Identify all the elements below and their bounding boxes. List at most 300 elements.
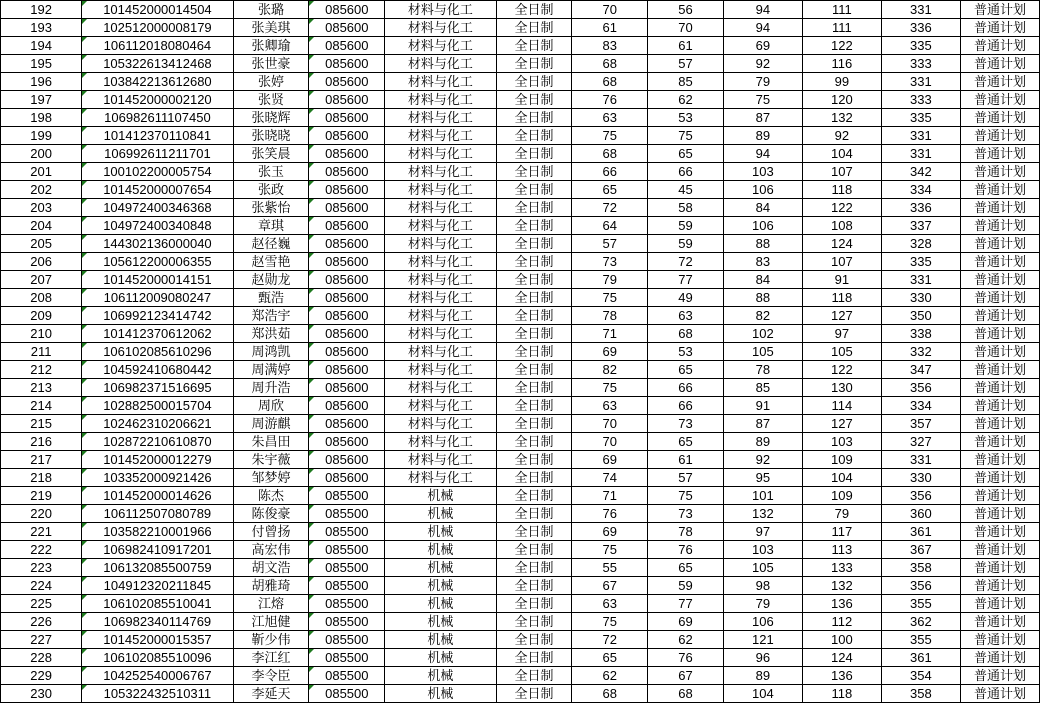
row-number-cell[interactable]: 202 — [1, 181, 82, 199]
score3-cell[interactable]: 104 — [723, 685, 802, 703]
row-number-cell[interactable]: 219 — [1, 487, 82, 505]
name-cell[interactable]: 张政 — [233, 181, 309, 199]
score4-cell[interactable]: 97 — [802, 325, 881, 343]
score2-cell[interactable]: 62 — [648, 91, 724, 109]
score4-cell[interactable]: 103 — [802, 433, 881, 451]
total-score-cell[interactable]: 342 — [881, 163, 960, 181]
major-code-cell[interactable]: 085500 — [309, 505, 385, 523]
score3-cell[interactable]: 97 — [723, 523, 802, 541]
score3-cell[interactable]: 82 — [723, 307, 802, 325]
major-name-cell[interactable]: 材料与化工 — [385, 145, 496, 163]
study-mode-cell[interactable]: 全日制 — [496, 181, 572, 199]
score2-cell[interactable]: 73 — [648, 415, 724, 433]
score1-cell[interactable]: 73 — [572, 253, 648, 271]
score4-cell[interactable]: 113 — [802, 541, 881, 559]
score4-cell[interactable]: 132 — [802, 577, 881, 595]
plan-type-cell[interactable]: 普通计划 — [960, 289, 1039, 307]
score4-cell[interactable]: 114 — [802, 397, 881, 415]
major-code-cell[interactable]: 085600 — [309, 397, 385, 415]
major-code-cell[interactable]: 085600 — [309, 37, 385, 55]
plan-type-cell[interactable]: 普通计划 — [960, 343, 1039, 361]
study-mode-cell[interactable]: 全日制 — [496, 523, 572, 541]
total-score-cell[interactable]: 361 — [881, 649, 960, 667]
score2-cell[interactable]: 77 — [648, 595, 724, 613]
score2-cell[interactable]: 45 — [648, 181, 724, 199]
study-mode-cell[interactable]: 全日制 — [496, 271, 572, 289]
score3-cell[interactable]: 69 — [723, 37, 802, 55]
score3-cell[interactable]: 96 — [723, 649, 802, 667]
row-number-cell[interactable]: 222 — [1, 541, 82, 559]
score3-cell[interactable]: 83 — [723, 253, 802, 271]
study-mode-cell[interactable]: 全日制 — [496, 685, 572, 703]
total-score-cell[interactable]: 331 — [881, 145, 960, 163]
candidate-id-cell[interactable]: 101452000014504 — [82, 1, 234, 19]
major-name-cell[interactable]: 材料与化工 — [385, 397, 496, 415]
score3-cell[interactable]: 132 — [723, 505, 802, 523]
score3-cell[interactable]: 78 — [723, 361, 802, 379]
score3-cell[interactable]: 75 — [723, 91, 802, 109]
row-number-cell[interactable]: 228 — [1, 649, 82, 667]
score3-cell[interactable]: 84 — [723, 199, 802, 217]
score1-cell[interactable]: 70 — [572, 433, 648, 451]
total-score-cell[interactable]: 330 — [881, 289, 960, 307]
score3-cell[interactable]: 92 — [723, 55, 802, 73]
total-score-cell[interactable]: 335 — [881, 253, 960, 271]
major-code-cell[interactable]: 085500 — [309, 577, 385, 595]
total-score-cell[interactable]: 362 — [881, 613, 960, 631]
score3-cell[interactable]: 94 — [723, 1, 802, 19]
candidate-id-cell[interactable]: 105322613412468 — [82, 55, 234, 73]
candidate-id-cell[interactable]: 106112507080789 — [82, 505, 234, 523]
row-number-cell[interactable]: 225 — [1, 595, 82, 613]
row-number-cell[interactable]: 211 — [1, 343, 82, 361]
score2-cell[interactable]: 75 — [648, 487, 724, 505]
major-code-cell[interactable]: 085600 — [309, 181, 385, 199]
name-cell[interactable]: 张婷 — [233, 73, 309, 91]
score1-cell[interactable]: 68 — [572, 73, 648, 91]
row-number-cell[interactable]: 192 — [1, 1, 82, 19]
major-code-cell[interactable]: 085600 — [309, 55, 385, 73]
score2-cell[interactable]: 76 — [648, 541, 724, 559]
candidate-id-cell[interactable]: 100102200005754 — [82, 163, 234, 181]
row-number-cell[interactable]: 227 — [1, 631, 82, 649]
candidate-id-cell[interactable]: 106982371516695 — [82, 379, 234, 397]
row-number-cell[interactable]: 205 — [1, 235, 82, 253]
major-code-cell[interactable]: 085600 — [309, 325, 385, 343]
major-name-cell[interactable]: 机械 — [385, 667, 496, 685]
study-mode-cell[interactable]: 全日制 — [496, 91, 572, 109]
study-mode-cell[interactable]: 全日制 — [496, 613, 572, 631]
row-number-cell[interactable]: 216 — [1, 433, 82, 451]
score3-cell[interactable]: 88 — [723, 289, 802, 307]
name-cell[interactable]: 张紫怡 — [233, 199, 309, 217]
total-score-cell[interactable]: 328 — [881, 235, 960, 253]
major-name-cell[interactable]: 材料与化工 — [385, 289, 496, 307]
score3-cell[interactable]: 79 — [723, 73, 802, 91]
major-code-cell[interactable]: 085600 — [309, 307, 385, 325]
total-score-cell[interactable]: 355 — [881, 631, 960, 649]
name-cell[interactable]: 李江红 — [233, 649, 309, 667]
major-name-cell[interactable]: 材料与化工 — [385, 415, 496, 433]
score4-cell[interactable]: 133 — [802, 559, 881, 577]
row-number-cell[interactable]: 195 — [1, 55, 82, 73]
major-code-cell[interactable]: 085600 — [309, 127, 385, 145]
name-cell[interactable]: 周游麒 — [233, 415, 309, 433]
candidate-id-cell[interactable]: 104912320211845 — [82, 577, 234, 595]
total-score-cell[interactable]: 356 — [881, 379, 960, 397]
study-mode-cell[interactable]: 全日制 — [496, 577, 572, 595]
major-code-cell[interactable]: 085500 — [309, 559, 385, 577]
name-cell[interactable]: 张美琪 — [233, 19, 309, 37]
major-code-cell[interactable]: 085500 — [309, 541, 385, 559]
major-code-cell[interactable]: 085600 — [309, 145, 385, 163]
name-cell[interactable]: 张璐 — [233, 1, 309, 19]
score4-cell[interactable]: 136 — [802, 595, 881, 613]
score2-cell[interactable]: 57 — [648, 55, 724, 73]
name-cell[interactable]: 江旭健 — [233, 613, 309, 631]
row-number-cell[interactable]: 213 — [1, 379, 82, 397]
major-code-cell[interactable]: 085600 — [309, 1, 385, 19]
row-number-cell[interactable]: 230 — [1, 685, 82, 703]
major-code-cell[interactable]: 085600 — [309, 91, 385, 109]
score4-cell[interactable]: 118 — [802, 289, 881, 307]
score1-cell[interactable]: 70 — [572, 415, 648, 433]
major-name-cell[interactable]: 材料与化工 — [385, 109, 496, 127]
total-score-cell[interactable]: 331 — [881, 127, 960, 145]
score4-cell[interactable]: 104 — [802, 469, 881, 487]
total-score-cell[interactable]: 356 — [881, 577, 960, 595]
row-number-cell[interactable]: 217 — [1, 451, 82, 469]
score3-cell[interactable]: 94 — [723, 145, 802, 163]
major-name-cell[interactable]: 材料与化工 — [385, 37, 496, 55]
name-cell[interactable]: 张笑晨 — [233, 145, 309, 163]
major-code-cell[interactable]: 085600 — [309, 163, 385, 181]
total-score-cell[interactable]: 347 — [881, 361, 960, 379]
candidate-id-cell[interactable]: 101452000014626 — [82, 487, 234, 505]
score1-cell[interactable]: 76 — [572, 91, 648, 109]
score1-cell[interactable]: 63 — [572, 595, 648, 613]
row-number-cell[interactable]: 196 — [1, 73, 82, 91]
score2-cell[interactable]: 78 — [648, 523, 724, 541]
name-cell[interactable]: 付曾扬 — [233, 523, 309, 541]
study-mode-cell[interactable]: 全日制 — [496, 343, 572, 361]
major-code-cell[interactable]: 085500 — [309, 649, 385, 667]
plan-type-cell[interactable]: 普通计划 — [960, 649, 1039, 667]
score2-cell[interactable]: 59 — [648, 217, 724, 235]
candidate-id-cell[interactable]: 106102085510096 — [82, 649, 234, 667]
score2-cell[interactable]: 66 — [648, 397, 724, 415]
plan-type-cell[interactable]: 普通计划 — [960, 235, 1039, 253]
score3-cell[interactable]: 101 — [723, 487, 802, 505]
major-name-cell[interactable]: 材料与化工 — [385, 379, 496, 397]
score3-cell[interactable]: 79 — [723, 595, 802, 613]
score2-cell[interactable]: 65 — [648, 361, 724, 379]
candidate-id-cell[interactable]: 102462310206621 — [82, 415, 234, 433]
score4-cell[interactable]: 130 — [802, 379, 881, 397]
score1-cell[interactable]: 62 — [572, 667, 648, 685]
score3-cell[interactable]: 88 — [723, 235, 802, 253]
plan-type-cell[interactable]: 普通计划 — [960, 217, 1039, 235]
score4-cell[interactable]: 104 — [802, 145, 881, 163]
score1-cell[interactable]: 75 — [572, 289, 648, 307]
candidate-id-cell[interactable]: 106982410917201 — [82, 541, 234, 559]
major-code-cell[interactable]: 085600 — [309, 433, 385, 451]
plan-type-cell[interactable]: 普通计划 — [960, 127, 1039, 145]
row-number-cell[interactable]: 207 — [1, 271, 82, 289]
score4-cell[interactable]: 120 — [802, 91, 881, 109]
score2-cell[interactable]: 69 — [648, 613, 724, 631]
score2-cell[interactable]: 65 — [648, 145, 724, 163]
score2-cell[interactable]: 73 — [648, 505, 724, 523]
total-score-cell[interactable]: 338 — [881, 325, 960, 343]
score3-cell[interactable]: 89 — [723, 127, 802, 145]
score3-cell[interactable]: 91 — [723, 397, 802, 415]
score2-cell[interactable]: 59 — [648, 577, 724, 595]
score3-cell[interactable]: 89 — [723, 667, 802, 685]
row-number-cell[interactable]: 210 — [1, 325, 82, 343]
score4-cell[interactable]: 122 — [802, 361, 881, 379]
row-number-cell[interactable]: 214 — [1, 397, 82, 415]
score4-cell[interactable]: 122 — [802, 37, 881, 55]
name-cell[interactable]: 周升浩 — [233, 379, 309, 397]
study-mode-cell[interactable]: 全日制 — [496, 505, 572, 523]
score3-cell[interactable]: 103 — [723, 163, 802, 181]
score1-cell[interactable]: 68 — [572, 685, 648, 703]
candidate-id-cell[interactable]: 104252540006767 — [82, 667, 234, 685]
plan-type-cell[interactable]: 普通计划 — [960, 415, 1039, 433]
candidate-id-cell[interactable]: 105322432510311 — [82, 685, 234, 703]
name-cell[interactable]: 陈杰 — [233, 487, 309, 505]
score1-cell[interactable]: 75 — [572, 541, 648, 559]
score2-cell[interactable]: 77 — [648, 271, 724, 289]
plan-type-cell[interactable]: 普通计划 — [960, 469, 1039, 487]
major-name-cell[interactable]: 材料与化工 — [385, 361, 496, 379]
row-number-cell[interactable]: 220 — [1, 505, 82, 523]
plan-type-cell[interactable]: 普通计划 — [960, 73, 1039, 91]
score2-cell[interactable]: 56 — [648, 1, 724, 19]
score2-cell[interactable]: 66 — [648, 379, 724, 397]
row-number-cell[interactable]: 209 — [1, 307, 82, 325]
name-cell[interactable]: 赵勋龙 — [233, 271, 309, 289]
study-mode-cell[interactable]: 全日制 — [496, 37, 572, 55]
major-name-cell[interactable]: 机械 — [385, 577, 496, 595]
row-number-cell[interactable]: 224 — [1, 577, 82, 595]
name-cell[interactable]: 周满婷 — [233, 361, 309, 379]
candidate-id-cell[interactable]: 102872210610870 — [82, 433, 234, 451]
major-code-cell[interactable]: 085500 — [309, 667, 385, 685]
row-number-cell[interactable]: 226 — [1, 613, 82, 631]
score1-cell[interactable]: 55 — [572, 559, 648, 577]
study-mode-cell[interactable]: 全日制 — [496, 559, 572, 577]
name-cell[interactable]: 赵雪艳 — [233, 253, 309, 271]
major-name-cell[interactable]: 机械 — [385, 541, 496, 559]
row-number-cell[interactable]: 200 — [1, 145, 82, 163]
candidate-id-cell[interactable]: 101452000014151 — [82, 271, 234, 289]
score1-cell[interactable]: 63 — [572, 397, 648, 415]
name-cell[interactable]: 张世豪 — [233, 55, 309, 73]
name-cell[interactable]: 高宏伟 — [233, 541, 309, 559]
major-name-cell[interactable]: 机械 — [385, 685, 496, 703]
score1-cell[interactable]: 75 — [572, 613, 648, 631]
score2-cell[interactable]: 63 — [648, 307, 724, 325]
score1-cell[interactable]: 75 — [572, 127, 648, 145]
plan-type-cell[interactable]: 普通计划 — [960, 631, 1039, 649]
study-mode-cell[interactable]: 全日制 — [496, 19, 572, 37]
name-cell[interactable]: 张晓辉 — [233, 109, 309, 127]
score4-cell[interactable]: 99 — [802, 73, 881, 91]
study-mode-cell[interactable]: 全日制 — [496, 631, 572, 649]
row-number-cell[interactable]: 194 — [1, 37, 82, 55]
score2-cell[interactable]: 75 — [648, 127, 724, 145]
plan-type-cell[interactable]: 普通计划 — [960, 667, 1039, 685]
study-mode-cell[interactable]: 全日制 — [496, 73, 572, 91]
total-score-cell[interactable]: 355 — [881, 595, 960, 613]
major-name-cell[interactable]: 材料与化工 — [385, 163, 496, 181]
score2-cell[interactable]: 76 — [648, 649, 724, 667]
total-score-cell[interactable]: 367 — [881, 541, 960, 559]
candidate-id-cell[interactable]: 103582210001966 — [82, 523, 234, 541]
total-score-cell[interactable]: 360 — [881, 505, 960, 523]
candidate-id-cell[interactable]: 106102085510041 — [82, 595, 234, 613]
major-code-cell[interactable]: 085600 — [309, 343, 385, 361]
score1-cell[interactable]: 69 — [572, 343, 648, 361]
plan-type-cell[interactable]: 普通计划 — [960, 307, 1039, 325]
score3-cell[interactable]: 121 — [723, 631, 802, 649]
total-score-cell[interactable]: 336 — [881, 19, 960, 37]
score2-cell[interactable]: 53 — [648, 343, 724, 361]
plan-type-cell[interactable]: 普通计划 — [960, 361, 1039, 379]
candidate-id-cell[interactable]: 106112018080464 — [82, 37, 234, 55]
score3-cell[interactable]: 85 — [723, 379, 802, 397]
plan-type-cell[interactable]: 普通计划 — [960, 163, 1039, 181]
major-name-cell[interactable]: 机械 — [385, 487, 496, 505]
score4-cell[interactable]: 107 — [802, 253, 881, 271]
row-number-cell[interactable]: 208 — [1, 289, 82, 307]
major-name-cell[interactable]: 机械 — [385, 613, 496, 631]
total-score-cell[interactable]: 331 — [881, 1, 960, 19]
score2-cell[interactable]: 67 — [648, 667, 724, 685]
total-score-cell[interactable]: 361 — [881, 523, 960, 541]
score3-cell[interactable]: 106 — [723, 613, 802, 631]
major-code-cell[interactable]: 085500 — [309, 487, 385, 505]
score1-cell[interactable]: 68 — [572, 55, 648, 73]
study-mode-cell[interactable]: 全日制 — [496, 235, 572, 253]
score1-cell[interactable]: 72 — [572, 631, 648, 649]
name-cell[interactable]: 张卿瑜 — [233, 37, 309, 55]
name-cell[interactable]: 胡文浩 — [233, 559, 309, 577]
plan-type-cell[interactable]: 普通计划 — [960, 379, 1039, 397]
major-code-cell[interactable]: 085600 — [309, 253, 385, 271]
score2-cell[interactable]: 72 — [648, 253, 724, 271]
total-score-cell[interactable]: 350 — [881, 307, 960, 325]
plan-type-cell[interactable]: 普通计划 — [960, 253, 1039, 271]
name-cell[interactable]: 江熔 — [233, 595, 309, 613]
plan-type-cell[interactable]: 普通计划 — [960, 37, 1039, 55]
plan-type-cell[interactable]: 普通计划 — [960, 487, 1039, 505]
major-code-cell[interactable]: 085500 — [309, 523, 385, 541]
score1-cell[interactable]: 61 — [572, 19, 648, 37]
total-score-cell[interactable]: 354 — [881, 667, 960, 685]
major-name-cell[interactable]: 材料与化工 — [385, 199, 496, 217]
row-number-cell[interactable]: 201 — [1, 163, 82, 181]
name-cell[interactable]: 胡雅琦 — [233, 577, 309, 595]
study-mode-cell[interactable]: 全日制 — [496, 649, 572, 667]
name-cell[interactable]: 赵径巍 — [233, 235, 309, 253]
score1-cell[interactable]: 83 — [572, 37, 648, 55]
score4-cell[interactable]: 109 — [802, 451, 881, 469]
major-code-cell[interactable]: 085600 — [309, 109, 385, 127]
total-score-cell[interactable]: 334 — [881, 181, 960, 199]
score2-cell[interactable]: 65 — [648, 433, 724, 451]
score2-cell[interactable]: 59 — [648, 235, 724, 253]
plan-type-cell[interactable]: 普通计划 — [960, 685, 1039, 703]
total-score-cell[interactable]: 331 — [881, 73, 960, 91]
score3-cell[interactable]: 103 — [723, 541, 802, 559]
candidate-id-cell[interactable]: 102882500015704 — [82, 397, 234, 415]
major-name-cell[interactable]: 材料与化工 — [385, 343, 496, 361]
total-score-cell[interactable]: 356 — [881, 487, 960, 505]
name-cell[interactable]: 朱昌田 — [233, 433, 309, 451]
major-name-cell[interactable]: 材料与化工 — [385, 91, 496, 109]
score1-cell[interactable]: 82 — [572, 361, 648, 379]
major-name-cell[interactable]: 机械 — [385, 523, 496, 541]
major-name-cell[interactable]: 机械 — [385, 505, 496, 523]
study-mode-cell[interactable]: 全日制 — [496, 487, 572, 505]
name-cell[interactable]: 李令臣 — [233, 667, 309, 685]
score1-cell[interactable]: 72 — [572, 199, 648, 217]
score4-cell[interactable]: 111 — [802, 19, 881, 37]
study-mode-cell[interactable]: 全日制 — [496, 55, 572, 73]
score4-cell[interactable]: 79 — [802, 505, 881, 523]
major-name-cell[interactable]: 机械 — [385, 649, 496, 667]
score1-cell[interactable]: 63 — [572, 109, 648, 127]
score4-cell[interactable]: 127 — [802, 307, 881, 325]
score4-cell[interactable]: 111 — [802, 1, 881, 19]
plan-type-cell[interactable]: 普通计划 — [960, 541, 1039, 559]
score2-cell[interactable]: 66 — [648, 163, 724, 181]
score1-cell[interactable]: 64 — [572, 217, 648, 235]
study-mode-cell[interactable]: 全日制 — [496, 469, 572, 487]
name-cell[interactable]: 郑浩宇 — [233, 307, 309, 325]
score1-cell[interactable]: 69 — [572, 523, 648, 541]
study-mode-cell[interactable]: 全日制 — [496, 451, 572, 469]
candidate-id-cell[interactable]: 101452000015357 — [82, 631, 234, 649]
major-code-cell[interactable]: 085600 — [309, 217, 385, 235]
score4-cell[interactable]: 108 — [802, 217, 881, 235]
candidate-id-cell[interactable]: 101452000007654 — [82, 181, 234, 199]
plan-type-cell[interactable]: 普通计划 — [960, 433, 1039, 451]
candidate-id-cell[interactable]: 106982611107450 — [82, 109, 234, 127]
score4-cell[interactable]: 112 — [802, 613, 881, 631]
total-score-cell[interactable]: 332 — [881, 343, 960, 361]
score1-cell[interactable]: 68 — [572, 145, 648, 163]
major-name-cell[interactable]: 材料与化工 — [385, 55, 496, 73]
score2-cell[interactable]: 61 — [648, 451, 724, 469]
candidate-id-cell[interactable]: 144302136000040 — [82, 235, 234, 253]
score4-cell[interactable]: 105 — [802, 343, 881, 361]
total-score-cell[interactable]: 333 — [881, 91, 960, 109]
score4-cell[interactable]: 116 — [802, 55, 881, 73]
plan-type-cell[interactable]: 普通计划 — [960, 613, 1039, 631]
plan-type-cell[interactable]: 普通计划 — [960, 559, 1039, 577]
score3-cell[interactable]: 105 — [723, 343, 802, 361]
candidate-id-cell[interactable]: 106132085500759 — [82, 559, 234, 577]
major-code-cell[interactable]: 085500 — [309, 631, 385, 649]
score1-cell[interactable]: 71 — [572, 487, 648, 505]
study-mode-cell[interactable]: 全日制 — [496, 541, 572, 559]
plan-type-cell[interactable]: 普通计划 — [960, 271, 1039, 289]
plan-type-cell[interactable]: 普通计划 — [960, 325, 1039, 343]
